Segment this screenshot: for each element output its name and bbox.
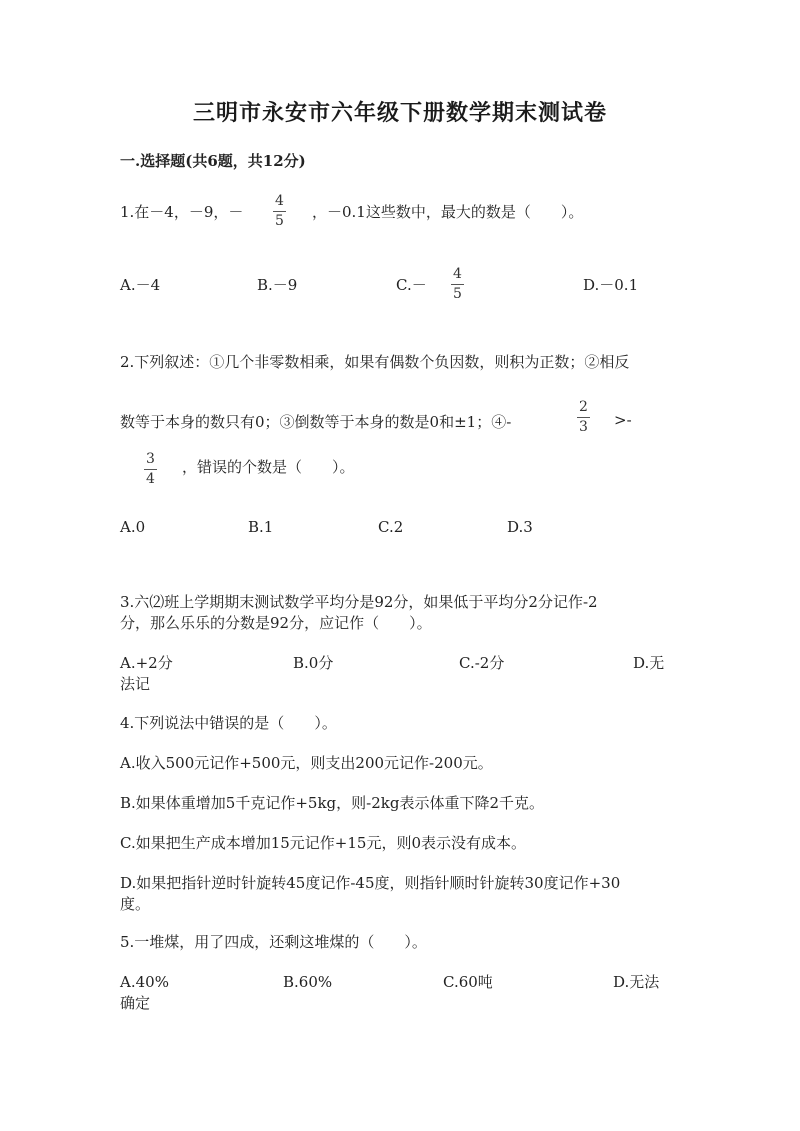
question-5-option-d-continued: 确定 (120, 994, 151, 1012)
question-4-option-d: D.如果把指针逆时针旋转45度记作-45度，则指针顺时针旋转30度记作+30 (120, 874, 621, 892)
question-3-line-1: 3.六⑵班上学期期末测试数学平均分是92分，如果低于平均分2分记作-2 (120, 593, 598, 611)
question-3-line-2: 分，那么乐乐的分数是92分，应记作（ ）。 (120, 614, 432, 632)
question-4-option-c: C.如果把生产成本增加15元记作+15元，则0表示没有成本。 (120, 834, 526, 852)
fraction-bar (144, 469, 157, 470)
question-2-line-2: 数等于本身的数只有0；③倒数等于本身的数是0和±1；④- (120, 413, 512, 431)
question-4-stem: 4.下列说法中错误的是（ ）。 (120, 714, 337, 732)
question-1-suffix: ，－0.1这些数中，最大的数是（ ）。 (312, 203, 584, 221)
question-3-option-d-continued: 法记 (120, 675, 151, 693)
fraction-numerator: 2 (579, 399, 588, 415)
fraction-denominator: 3 (579, 419, 588, 435)
question-2-greater-than: >- (614, 411, 632, 429)
fraction-denominator: 5 (453, 286, 462, 302)
question-3-option-b: B.0分 (293, 654, 334, 672)
question-2-option-b: B.1 (248, 518, 274, 536)
question-5-option-a: A.40% (120, 973, 169, 991)
question-5-option-b: B.60% (283, 973, 333, 991)
question-2-fraction-1 (577, 399, 590, 436)
question-1-option-d: D.－0.1 (583, 276, 639, 294)
question-2-option-c: C.2 (378, 518, 404, 536)
question-2-option-d: D.3 (507, 518, 533, 536)
question-2-fraction-2 (144, 451, 157, 488)
question-2-line-1: 2.下列叙述：①几个非零数相乘，如果有偶数个负因数，则积为正数；②相反 (120, 353, 630, 371)
question-2-line-3: ，错误的个数是（ ）。 (182, 458, 355, 476)
question-1-option-b: B.－9 (257, 276, 298, 294)
question-1-option-c-fraction (451, 266, 464, 303)
question-5-option-c: C.60吨 (443, 973, 493, 991)
question-5-option-d: D.无法 (613, 973, 660, 991)
question-3-option-d: D.无 (633, 654, 665, 672)
question-4-option-d-continued: 度。 (120, 895, 151, 913)
fraction-numerator: 4 (275, 193, 284, 209)
question-1-option-c: C.－ (396, 276, 427, 294)
question-1-fraction (273, 193, 286, 230)
fraction-numerator: 3 (146, 451, 155, 467)
fraction-numerator: 4 (453, 266, 462, 282)
question-4-option-a: A.收入500元记作+500元，则支出200元记作-200元。 (120, 754, 493, 772)
question-1-prefix: 1.在－4，－9，－ (120, 203, 244, 221)
fraction-bar (451, 284, 464, 285)
page-title: 三明市永安市六年级下册数学期末测试卷 (192, 100, 607, 126)
question-2-option-a: A.0 (120, 518, 146, 536)
question-4-option-b: B.如果体重增加5千克记作+5kg，则-2kg表示体重下降2千克。 (120, 794, 544, 812)
fraction-denominator: 5 (275, 213, 284, 229)
question-3-option-a: A.+2分 (120, 654, 173, 672)
section-heading: 一.选择题(共6题，共12分) (120, 152, 306, 170)
question-1-option-a: A.－4 (120, 276, 161, 294)
question-3-option-c: C.-2分 (459, 654, 505, 672)
fraction-bar (577, 417, 590, 418)
fraction-bar (273, 211, 286, 212)
fraction-denominator: 4 (146, 471, 155, 487)
question-5-stem: 5.一堆煤，用了四成，还剩这堆煤的（ ）。 (120, 933, 427, 951)
